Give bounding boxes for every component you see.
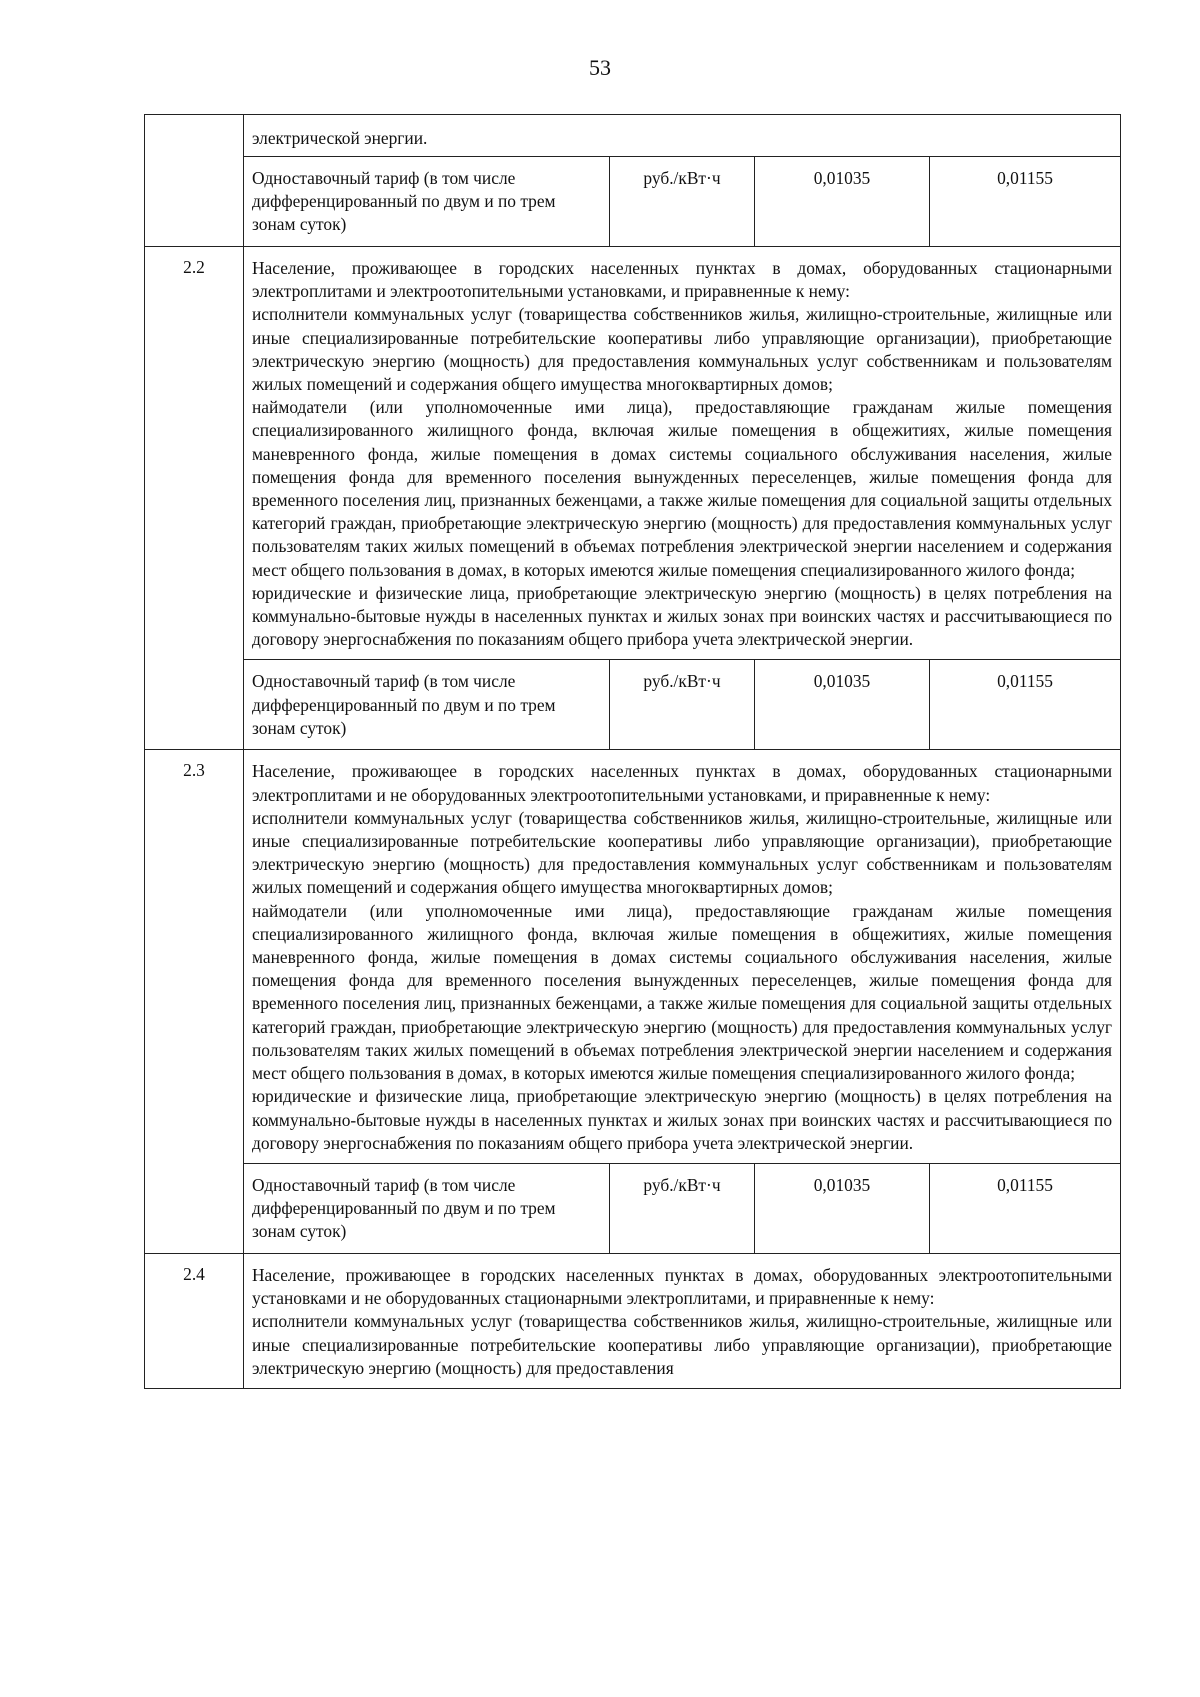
description-paragraph: исполнители коммунальных услуг (товарищества собственников жилья, жилищно-строительные, жилищные или иные специализированные потребительские кооперативы либо управляющие организации), приобретающие электрическую энергию (мощность) для предоставления коммунальных услуг собственникам и пользователям жилых помещений и содержания общего имущества многоквартирных домов; [252,807,1113,898]
table-row [145,750,1121,1163]
row-number: 2.2 [145,247,244,750]
tariff-label: Одноставочный тариф (в том числе дифференцированный по двум и по трем зонам суток) [244,1163,610,1253]
description-paragraph: исполнители коммунальных услуг (товарищества собственников жилья, жилищно-строительные, жилищные или иные специализированные потребительские кооперативы либо управляющие организации), приобретающие электрическую энергию (мощность) для предоставления [252,1311,1113,1378]
tariff-value-first-half: 0,01035 [755,157,930,247]
tariff-unit: руб./кВт·ч [610,157,755,247]
page-number: 53 [589,55,611,80]
description-cell [244,247,1121,660]
tariff-label: Одноставочный тариф (в том числе дифференцированный по двум и по трем зонам суток) [244,660,610,750]
description-paragraph: юридические и физические лица, приобретающие электрическую энергию (мощность) в целях потребления на коммунально-бытовые нужды в населенных пунктах и жилых зонах при воинских частях и рассчитывающиеся по договору энергоснабжения по показаниям общего прибора учета электрической энергии. [252,1086,1113,1153]
tariff-row [145,1163,1121,1253]
description-paragraph: юридические и физические лица, приобретающие электрическую энергию (мощность) в целях потребления на коммунально-бытовые нужды в населенных пунктах и жилых зонах при воинских частях и рассчитывающиеся по договору энергоснабжения по показаниям общего прибора учета электрической энергии. [252,582,1113,650]
tariff-value-second-half: 0,01155 [930,157,1121,247]
row-number: 2.4 [145,1253,244,1388]
description-paragraph: наймодатели (или уполномоченные ими лица), предоставляющие гражданам жилые помещения специализированного жилищного фонда, включая жилые помещения в общежитиях, жилые помещения маневренного фонда, жилые помещения в домах системы социального обслуживания населения, жилые помещения фонда для временного поселения вынужденных переселенцев, жилые помещения фонда для временного поселения лиц, признанных беженцами, а также жилые помещения для социальной защиты отдельных категорий граждан, приобретающие электрическую энергию (мощность) для предоставления коммунальных услуг пользователям таких жилых помещений в объемах потребления электрической энергии населением и содержания мест общего пользования в домах, в которых имеются жилые помещения специализированного жилого фонда; [252,397,1113,580]
table-row [145,247,1121,660]
tariff-value-first-half: 0,01035 [755,660,930,750]
description-paragraph: Население, проживающее в городских населенных пунктах в домах, оборудованных электроотопительными установками и не оборудованных стационарными электроплитами, и приравненные к нему: [252,1264,1113,1309]
table-row [145,115,1121,157]
description-cell [244,1253,1121,1388]
tariff-value-second-half: 0,01155 [930,660,1121,750]
tariff-value-second-half: 0,01155 [930,1163,1121,1253]
row-number: 2.3 [145,750,244,1253]
tariff-table [144,114,1121,1389]
tariff-row [145,157,1121,247]
description-cell [244,750,1121,1163]
description-paragraph: Население, проживающее в городских населенных пунктах в домах, оборудованных стационарными электроплитами и не оборудованных электроотопительными установками, и приравненные к нему: [252,761,1113,805]
tariff-label: Одноставочный тариф (в том числе дифференцированный по двум и по трем зонам суток) [244,157,610,247]
tariff-row [145,660,1121,750]
description-text: электрической энергии. [252,128,428,148]
row-number-cell [145,115,244,247]
description-paragraph: наймодатели (или уполномоченные ими лица), предоставляющие гражданам жилые помещения специализированного жилищного фонда, включая жилые помещения в общежитиях, жилые помещения маневренного фонда, жилые помещения в домах системы социального обслуживания населения, жилые помещения фонда для временного поселения вынужденных переселенцев, жилые помещения фонда для временного поселения лиц, признанных беженцами, а также жилые помещения для социальной защиты отдельных категорий граждан, приобретающие электрическую энергию (мощность) для предоставления коммунальных услуг пользователям таких жилых помещений в объемах потребления электрической энергии населением и содержания мест общего пользования в домах, в которых имеются жилые помещения специализированного жилого фонда; [252,900,1113,1084]
description-paragraph: Население, проживающее в городских населенных пунктах в домах, оборудованных стационарными электроплитами и электроотопительными установками, и приравненные к нему: [252,258,1113,302]
description-cell [244,115,1121,157]
table-row [145,1253,1121,1388]
tariff-value-first-half: 0,01035 [755,1163,930,1253]
tariff-unit: руб./кВт·ч [610,1163,755,1253]
tariff-unit: руб./кВт·ч [610,660,755,750]
description-paragraph: исполнители коммунальных услуг (товарищества собственников жилья, жилищно-строительные, жилищные или иные специализированные потребительские кооперативы либо управляющие организации), приобретающие электрическую энергию (мощность) для предоставления коммунальных услуг собственникам и пользователям жилых помещений и содержания общего имущества многоквартирных домов; [252,304,1113,395]
